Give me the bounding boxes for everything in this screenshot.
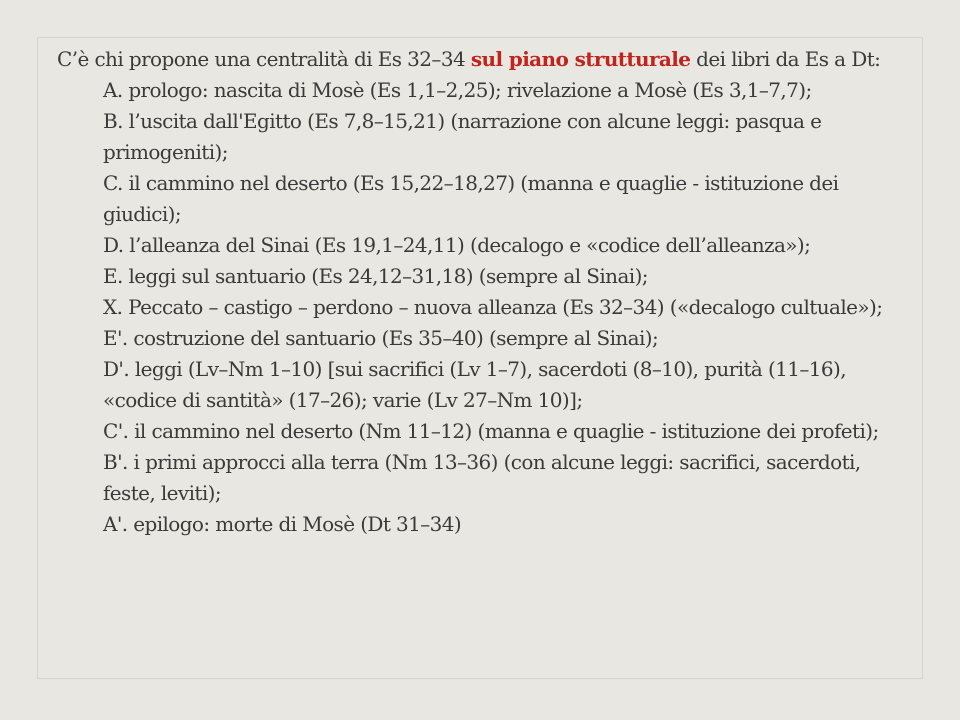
structure-item-d-prime: D'. leggi (Lv–Nm 1–10) [sui sacrifici (Lv 1–7), sacerdoti (8–10), purità (11–16), «codice di santità» (17–26); varie (Lv 27–Nm 10)]; (103, 357, 847, 412)
intro-paragraph (57, 44, 917, 75)
structure-item-c: C. il cammino nel deserto (Es 15,22–18,27) (manna e quaglie - istituzione dei giudici); (103, 171, 839, 226)
structure-item-b: B. l’uscita dall'Egitto (Es 7,8–15,21) (narrazione con alcune leggi: pasqua e primogeniti); (103, 109, 822, 164)
structure-item-a-prime: A'. epilogo: morte di Mosè (Dt 31–34) (103, 512, 462, 536)
structure-item-c-prime: C'. il cammino nel deserto (Nm 11–12) (manna e quaglie - istituzione dei profeti); (103, 419, 879, 443)
slide-content (57, 44, 917, 540)
structure-item-b-prime: B'. i primi approcci alla terra (Nm 13–36) (con alcune leggi: sacrifici, sacerdoti, feste, leviti); (103, 450, 861, 505)
structure-item-e-prime: E'. costruzione del santuario (Es 35–40) (sempre al Sinai); (103, 326, 659, 350)
structure-item-d: D. l’alleanza del Sinai (Es 19,1–24,11) (decalogo e «codice dell’alleanza»); (103, 233, 811, 257)
structure-item-x: X. Peccato – castigo – perdono – nuova alleanza (Es 32–34) («decalogo cultuale»); (103, 295, 883, 319)
intro-highlight: sul piano strutturale (470, 47, 691, 71)
intro-text-after: dei libri da Es a Dt: (690, 47, 881, 71)
structure-item-a: A. prologo: nascita di Mosè (Es 1,1–2,25); rivelazione a Mosè (Es 3,1–7,7); (103, 78, 812, 102)
intro-text-before: C’è chi propone una centralità di Es 32–34 (57, 47, 471, 71)
structure-item-e: E. leggi sul santuario (Es 24,12–31,18) (sempre al Sinai); (103, 264, 648, 288)
